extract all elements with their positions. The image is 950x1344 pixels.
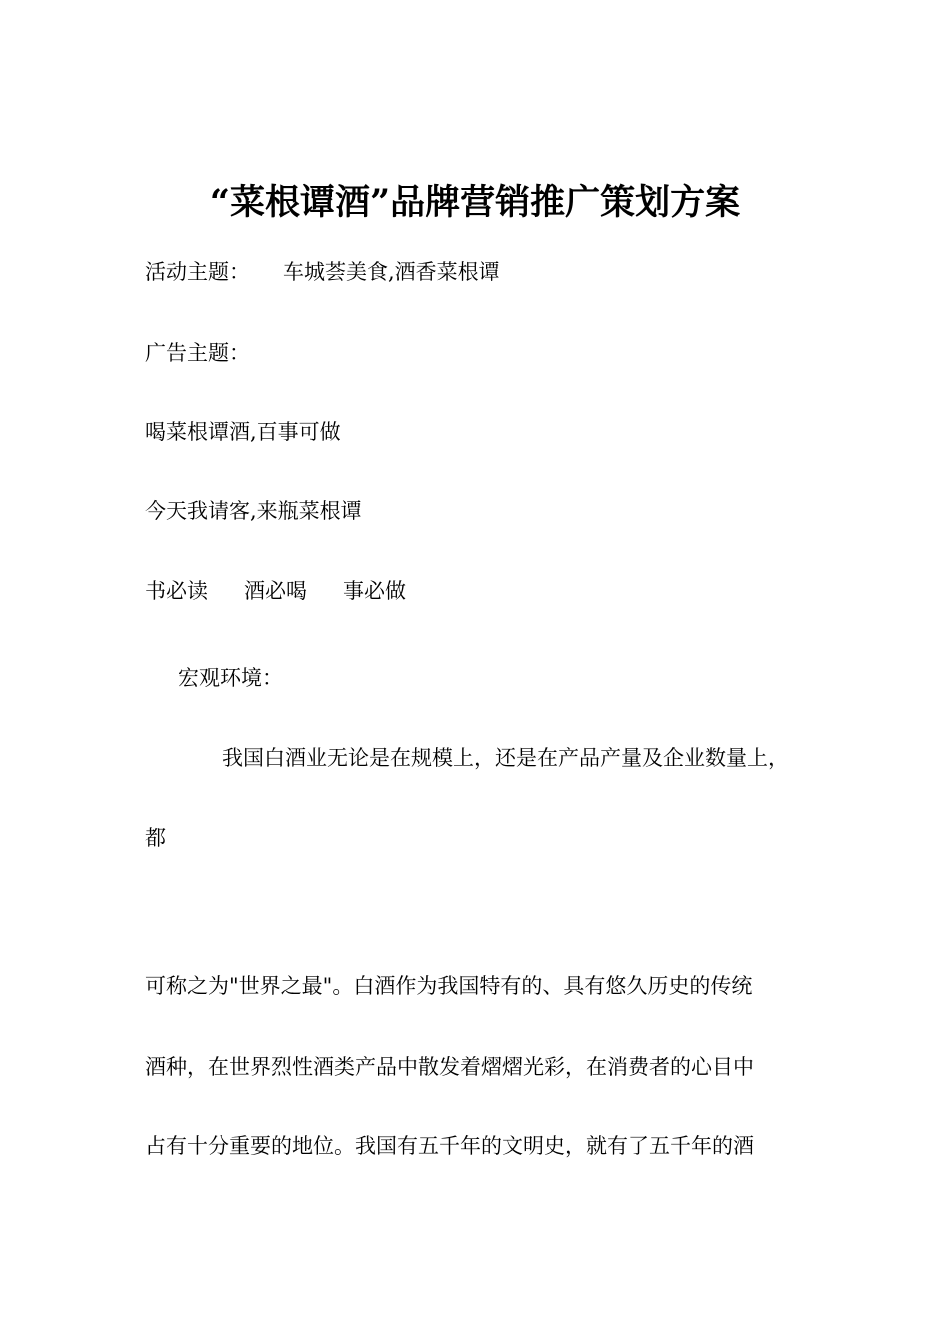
paragraph-line: 可称之为"世界之最"。白酒作为我国特有的、具有悠久历史的传统 — [145, 974, 753, 998]
slogan-item: 酒必喝 — [244, 579, 307, 603]
slogan-line — [145, 576, 406, 606]
ad-theme-line-1: 喝菜根谭酒,百事可做 — [145, 420, 341, 444]
slogan-item: 事必做 — [343, 579, 406, 603]
document-title: “菜根谭酒”品牌营销推广策划方案 — [209, 182, 741, 223]
activity-theme-label: 活动主题： — [145, 260, 250, 284]
paragraph-line: 都 — [145, 826, 166, 850]
macro-environment-heading: 宏观环境： — [178, 666, 283, 690]
paragraph-line: 占有十分重要的地位。我国有五千年的文明史，就有了五千年的酒 — [145, 1134, 754, 1158]
slogan-item: 书必读 — [145, 579, 208, 603]
ad-theme-label: 广告主题： — [145, 341, 250, 365]
paragraph-line: 酒种，在世界烈性酒类产品中散发着熠熠光彩，在消费者的心目中 — [145, 1055, 754, 1079]
paragraph-line: 我国白酒业无论是在规模上，还是在产品产量及企业数量上， — [222, 746, 789, 770]
ad-theme-line-2: 今天我请客,来瓶菜根谭 — [145, 499, 362, 523]
activity-theme-value: 车城荟美食,酒香菜根谭 — [283, 260, 500, 284]
activity-theme-line — [145, 257, 500, 287]
